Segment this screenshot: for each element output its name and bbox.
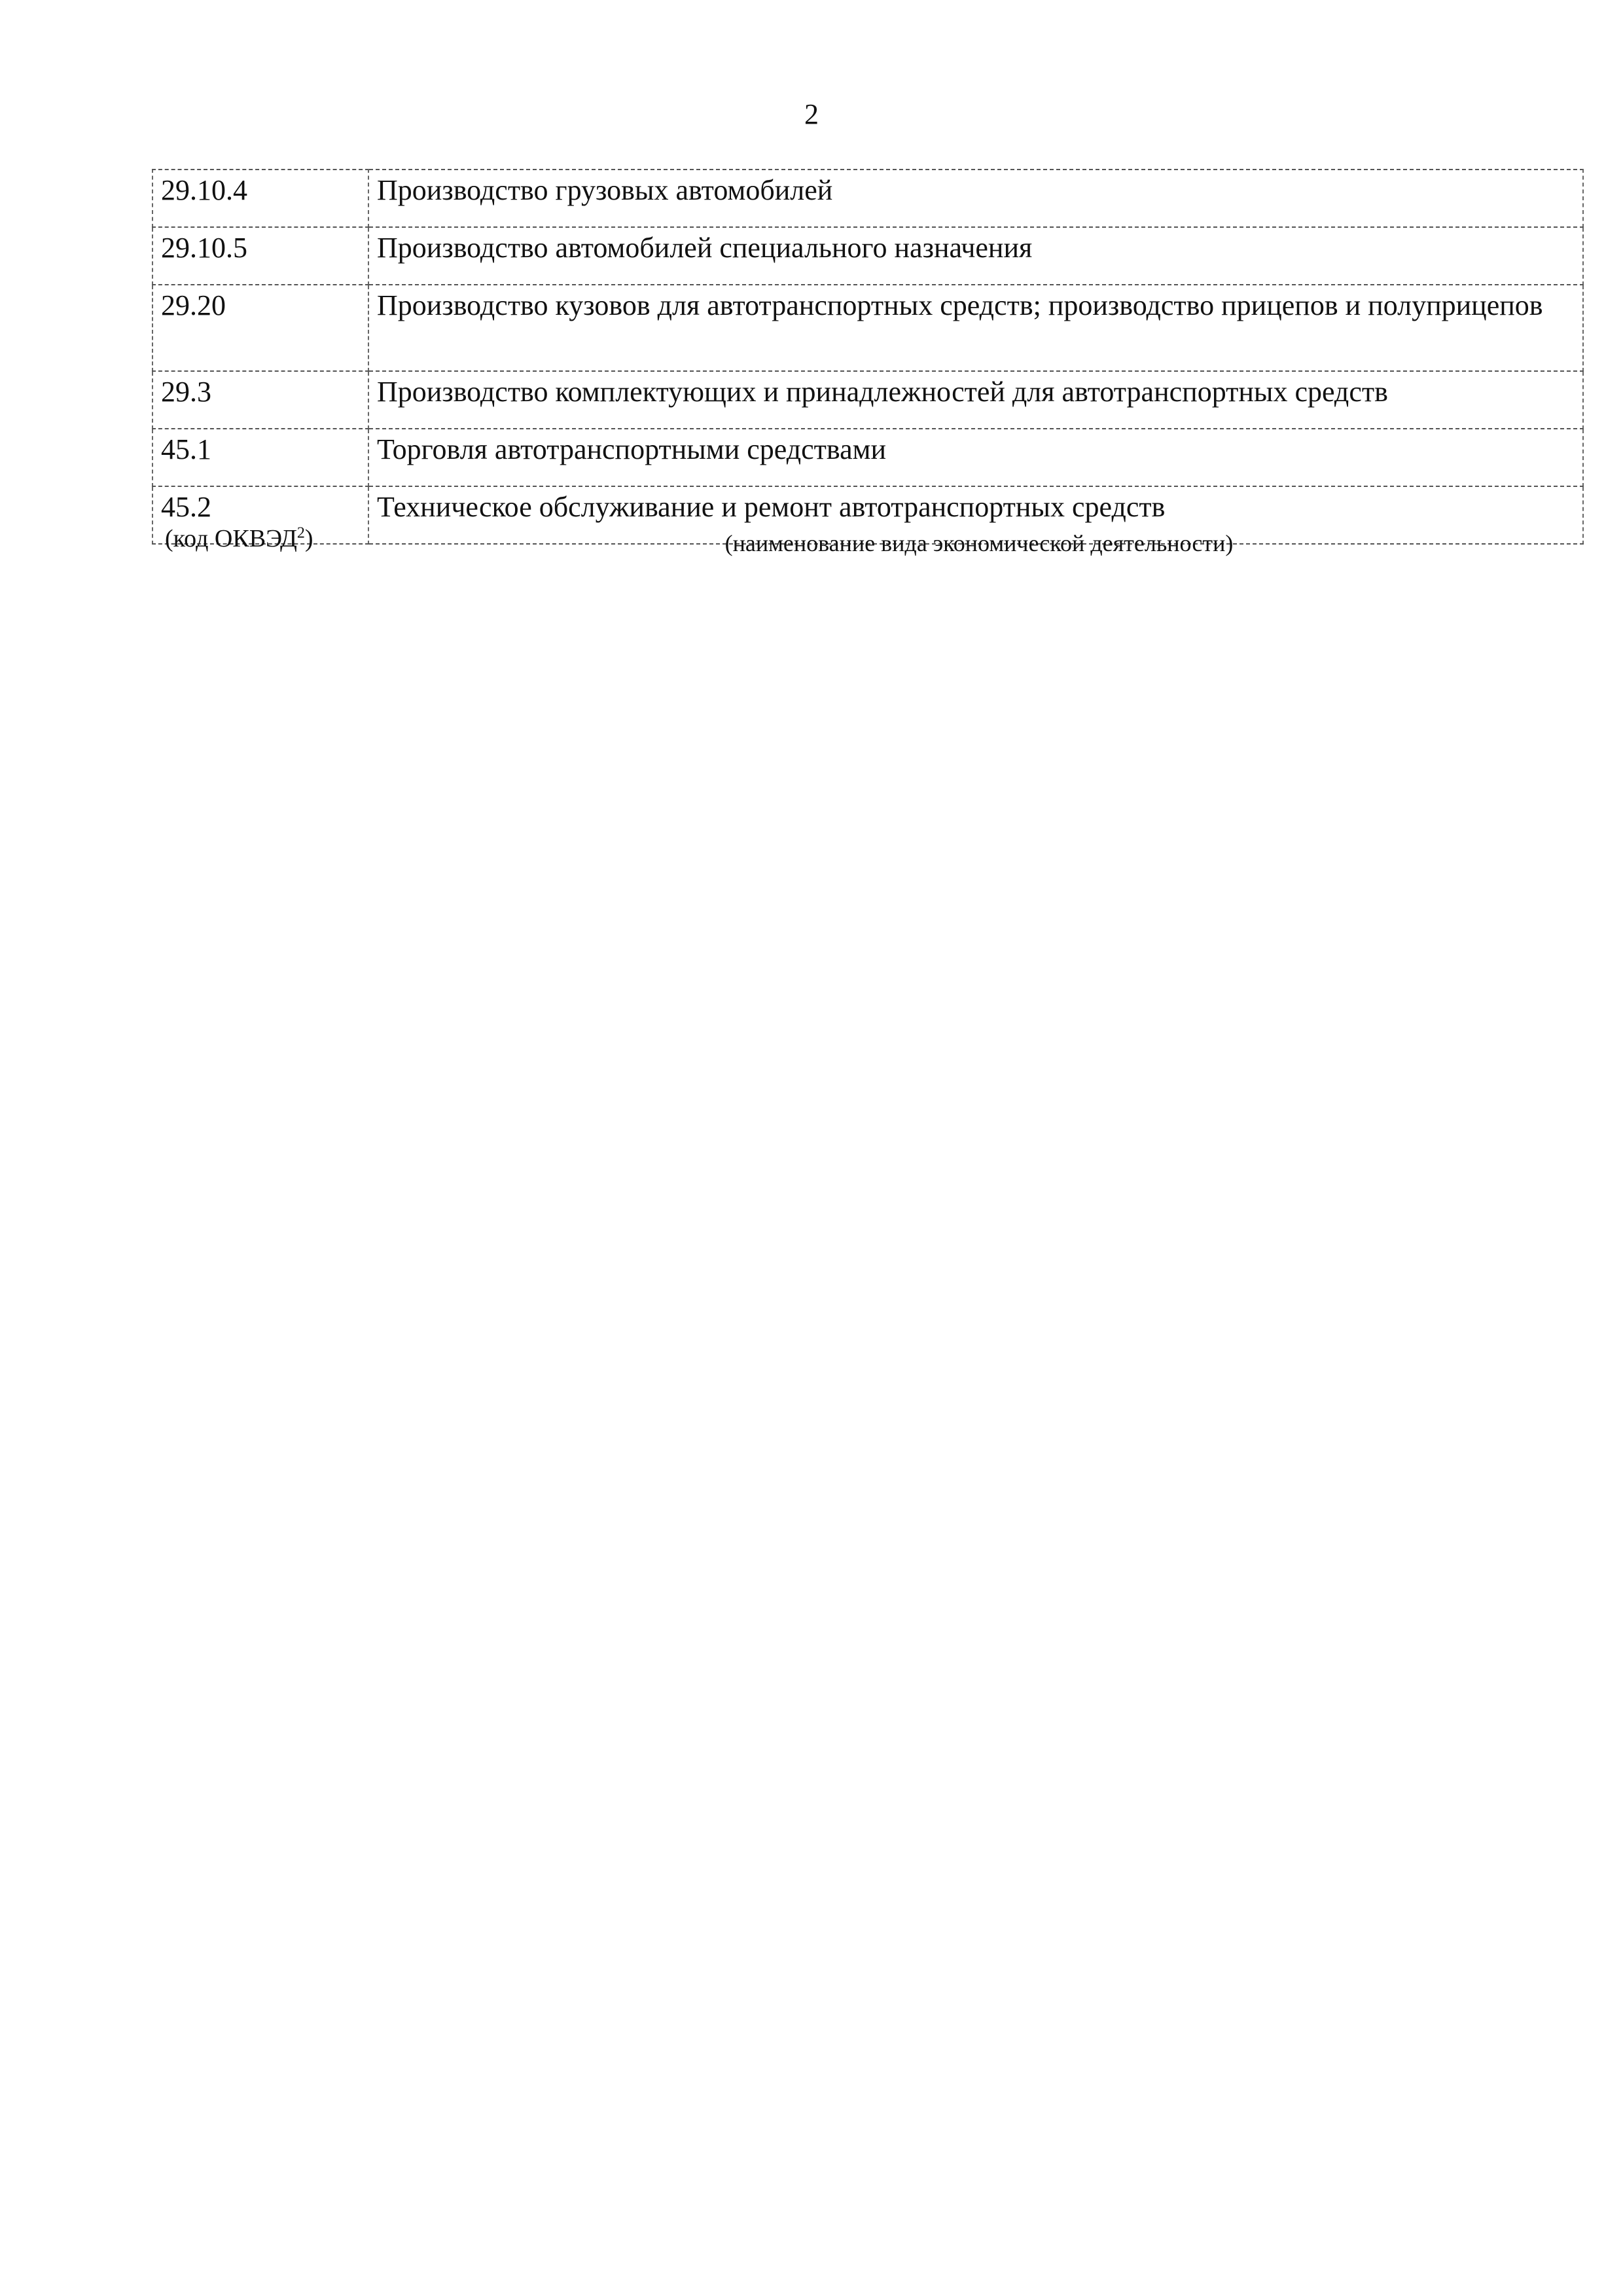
okved-table [152, 169, 1584, 545]
activity-name: Торговля автотранспортными средствами [368, 429, 1583, 486]
table-row [152, 170, 1583, 227]
okved-code: 29.10.4 [152, 170, 368, 227]
page-number: 2 [804, 98, 819, 130]
code-caption-text: (код ОКВЭД [165, 525, 297, 552]
activity-name: Производство кузовов для автотранспортных средств; производство прицепов и полуприцепов [368, 285, 1583, 371]
okved-code: 45.2 [152, 486, 368, 544]
table-row [152, 429, 1583, 486]
table-row [152, 285, 1583, 371]
activity-name: Производство комплектующих и принадлежностей для автотранспортных средств [368, 371, 1583, 429]
code-caption-close: ) [304, 525, 313, 552]
table-row [152, 371, 1583, 429]
activity-name: Техническое обслуживание и ремонт автотранспортных средств [368, 486, 1583, 544]
activity-name: Производство автомобилей специального назначения [368, 227, 1583, 285]
footnote-marker: 2 [296, 524, 305, 542]
name-column-caption: (наименование вида экономической деятельности) [724, 530, 1234, 556]
okved-code: 29.10.5 [152, 227, 368, 285]
code-column-caption [165, 524, 313, 554]
activity-name: Производство грузовых автомобилей [368, 170, 1583, 227]
okved-code: 29.3 [152, 371, 368, 429]
table-captions [152, 524, 1584, 563]
table-row [152, 227, 1583, 285]
okved-code: 45.1 [152, 429, 368, 486]
okved-code: 29.20 [152, 285, 368, 371]
